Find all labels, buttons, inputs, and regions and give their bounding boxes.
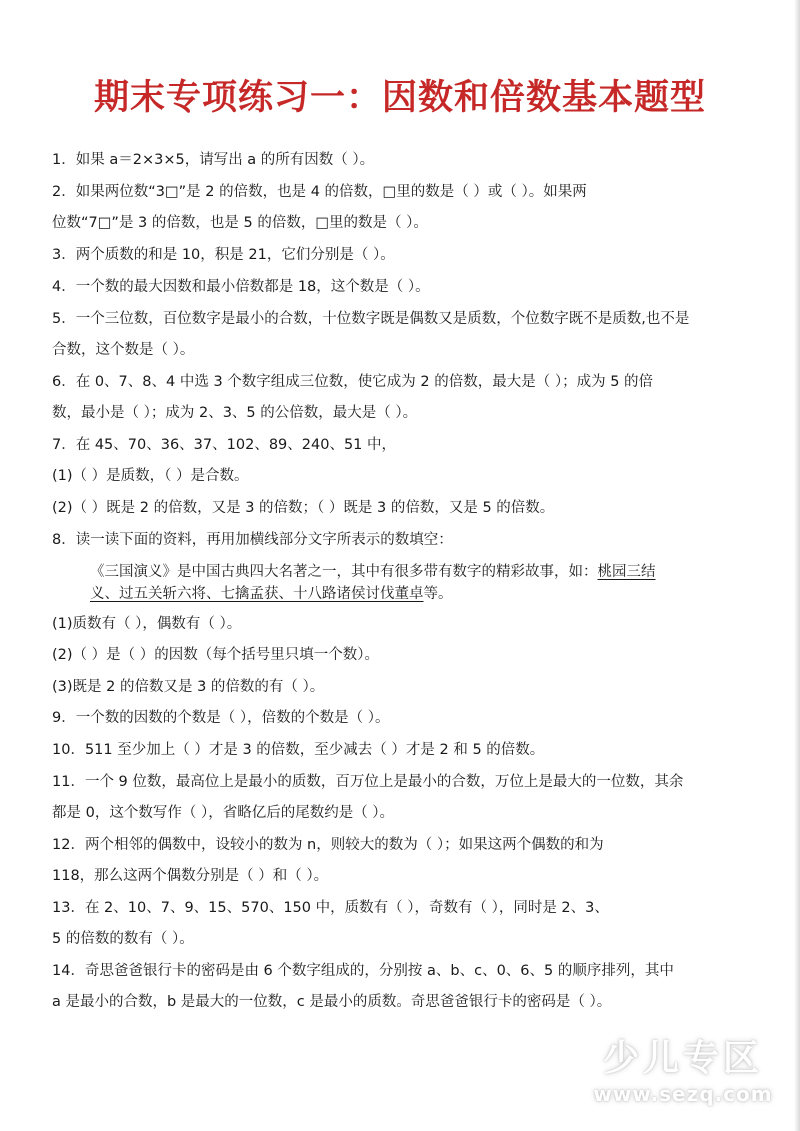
q8-sub1: (1)质数有（ ），偶数有（ ）。 bbox=[52, 616, 242, 632]
q11-line-1: 11．一个 9 位数，最高位上是最小的质数，百万位上是最小的合数，万位上是最大的一位数，其余 bbox=[52, 774, 684, 790]
q5-line-1: 5．一个三位数，百位数字是最小的合数，十位数字既是偶数又是质数，个位数字既不是质数,也不是 bbox=[52, 311, 690, 327]
q6-line-1: 6．在 0、7、8、4 中选 3 个数字组成三位数，使它成为 2 的倍数，最大是（ ）；成为 5 的倍 bbox=[52, 374, 654, 390]
q8-sub2: (2)（ ）是（ ）的因数（每个括号里只填一个数）。 bbox=[52, 647, 380, 663]
q6-line-2: 数，最小是（ ）；成为 2、3、5 的公倍数，最大是（ ）。 bbox=[52, 405, 418, 421]
q7-sub1: (1)（ ）是质数，（ ）是合数。 bbox=[52, 468, 249, 484]
q5-line-2: 合数，这个数是（ ）。 bbox=[52, 342, 195, 358]
watermark-url: www.sezq.com bbox=[593, 1082, 773, 1106]
passage-underlined-text: 桃园三结 bbox=[597, 564, 656, 580]
q8-sub3: (3)既是 2 的倍数又是 3 的倍数的有（ ）。 bbox=[52, 679, 325, 695]
q2-line-2: 位数“7□”是 3 的倍数，也是 5 的倍数，□里的数是（ ）。 bbox=[52, 215, 428, 231]
passage-text: 等。 bbox=[423, 586, 453, 602]
worksheet-title: 期末专项练习一：因数和倍数基本题型 bbox=[93, 78, 706, 118]
passage-underlined-text: 义、过五关斩六将、七擒孟获、十八路诸侯讨伐董卓 bbox=[90, 586, 424, 602]
q14-line-2: a 是最小的合数，b 是最大的一位数，c 是最小的质数。奇思爸爸银行卡的密码是（ ）。 bbox=[52, 994, 612, 1010]
q2-line-1: 2．如果两位数“3□”是 2 的倍数，也是 4 的倍数，□里的数是（ ）或（ ）。如果两 bbox=[52, 184, 587, 200]
q12-line-1: 12．两个相邻的偶数中，设较小的数为 n，则较大的数为（ ）；如果这两个偶数的和为 bbox=[52, 837, 604, 853]
q1-line: 1．如果 a＝2×3×5，请写出 a 的所有因数（ ）。 bbox=[52, 152, 375, 168]
q13-line-1: 13．在 2、10、7、9、15、570、150 中，质数有（ ），奇数有（ ），同时是 2、3、 bbox=[52, 900, 609, 916]
passage-text: 《三国演义》是中国古典四大名著之一，其中有很多带有数字的精彩故事，如： bbox=[90, 564, 598, 580]
q12-line-2: 118，那么这两个偶数分别是（ ）和（ ）。 bbox=[52, 868, 329, 884]
q9-line: 9．一个数的因数的个数是（ ），倍数的个数是（ ）。 bbox=[52, 710, 390, 726]
q8-line: 8．读一读下面的资料，再用加横线部分文字所表示的数填空： bbox=[52, 532, 453, 548]
q14-line-1: 14．奇思爸爸银行卡的密码是由 6 个数字组成的，分别按 a、b、c、0、6、5 的顺序排列，其中 bbox=[52, 963, 674, 979]
q3-line: 3．两个质数的和是 10，积是 21，它们分别是（ ）。 bbox=[52, 247, 395, 263]
watermark-name: 少儿专区 bbox=[602, 1038, 763, 1079]
q8-passage-line-2 bbox=[90, 584, 453, 604]
q7-line: 7．在 45、70、36、37、102、89、240、51 中， bbox=[52, 437, 396, 453]
watermark-logo bbox=[588, 1037, 778, 1107]
q4-line: 4．一个数的最大因数和最小倍数都是 18，这个数是（ ）。 bbox=[52, 279, 430, 295]
q10-line: 10．511 至少加上（ ）才是 3 的倍数，至少减去（ ）才是 2 和 5 的倍数。 bbox=[52, 742, 545, 758]
page-edge-shadow bbox=[794, 0, 800, 1131]
q11-line-2: 都是 0，这个数写作（ ），省略亿后的尾数约是（ ）。 bbox=[52, 805, 395, 821]
q13-line-2: 5 的倍数的数有（ ）。 bbox=[52, 931, 194, 947]
q8-passage-line-1 bbox=[90, 562, 656, 582]
q7-sub2: (2)（ ）既是 2 的倍数，又是 3 的倍数；（ ）既是 3 的倍数，又是 5 的倍数。 bbox=[52, 500, 555, 516]
